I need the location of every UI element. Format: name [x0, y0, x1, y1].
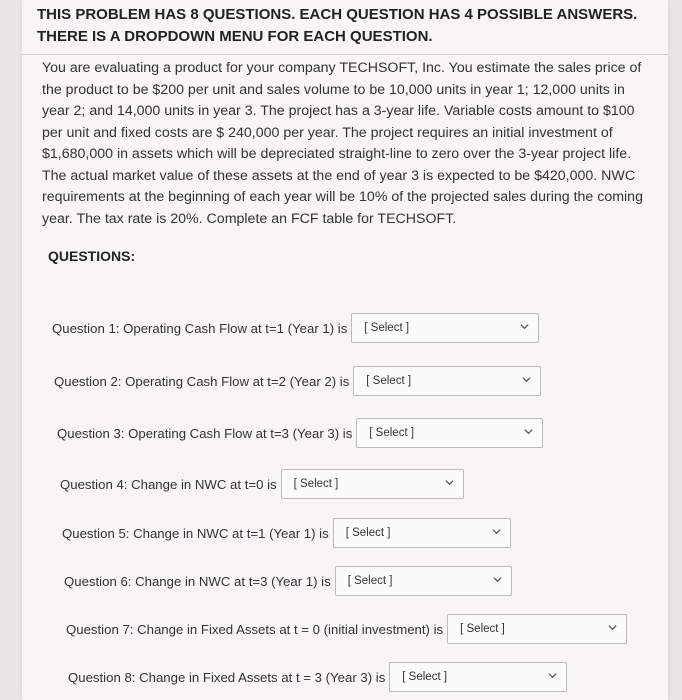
- question-1-selected: [ Select ]: [364, 322, 410, 334]
- question-3-label: Question 3: Operating Cash Flow at t=3 (Year 3) is: [57, 425, 353, 441]
- question-5-row: [62, 516, 511, 550]
- chevron-down-icon: [493, 575, 502, 584]
- chevron-down-icon: [520, 322, 529, 331]
- question-6-row: [64, 564, 512, 598]
- question-5-selected: [ Select ]: [345, 527, 391, 539]
- question-3-selected: [ Select ]: [369, 427, 415, 439]
- question-8-selected: [ Select ]: [402, 671, 448, 683]
- question-1-row: [52, 311, 539, 345]
- question-2-selected: [ Select ]: [366, 375, 412, 387]
- problem-statement: You are evaluating a product for your company TECHSOFT, Inc. You estimate the sales price of the product to be $200 per unit and sales volume to be 10,000 units in year 1; 12,000 units in year 2; and 14,000 units in year 3. The project has a 3-year life. Variable costs amount to $100 per unit and fixed costs are $ 240,000 per year. The project requires an initial investment of $1,680,000 in assets which will be depreciated straight-line to zero over the 3-year project life. The actual market value of these assets at the end of year 3 is expected to be $420,000. NWC requirements at the beginning of each year will be 10% of the projected sales during the coming year. The tax rate is 20%. Complete an FCF table for TECHSOFT.: [42, 60, 643, 227]
- questions-heading: QUESTIONS:: [48, 248, 136, 264]
- chevron-down-icon: [608, 623, 617, 632]
- question-1-dropdown[interactable]: [351, 313, 539, 343]
- question-6-dropdown[interactable]: [335, 566, 512, 596]
- question-2-row: [54, 364, 541, 398]
- question-3-row: [57, 416, 543, 450]
- chevron-down-icon: [524, 427, 533, 436]
- question-4-dropdown[interactable]: [281, 469, 464, 499]
- question-7-dropdown[interactable]: [447, 614, 627, 644]
- question-7-row: [66, 612, 627, 646]
- chevron-down-icon: [522, 375, 531, 384]
- question-4-selected: [ Select ]: [293, 478, 339, 490]
- question-3-dropdown[interactable]: [356, 418, 543, 448]
- question-2-dropdown[interactable]: [353, 366, 541, 396]
- question-6-label: Question 6: Change in NWC at t=3 (Year 1) is: [64, 573, 331, 589]
- question-5-dropdown[interactable]: [333, 518, 511, 548]
- question-7-label: Question 7: Change in Fixed Assets at t = 0 (initial investment) is: [66, 621, 444, 637]
- problem-header: THIS PROBLEM HAS 8 QUESTIONS. EACH QUESTION HAS 4 POSSIBLE ANSWERS. THERE IS A DROPDOWN MENU FOR EACH QUESTION.: [37, 6, 638, 45]
- question-4-label: Question 4: Change in NWC at t=0 is: [60, 476, 277, 492]
- header-divider: [22, 54, 668, 55]
- chevron-down-icon: [548, 671, 557, 680]
- question-8-row: [68, 660, 567, 694]
- question-1-label: Question 1: Operating Cash Flow at t=1 (Year 1) is: [52, 320, 348, 336]
- question-6-selected: [ Select ]: [347, 575, 393, 587]
- question-8-dropdown[interactable]: [389, 662, 567, 692]
- question-8-label: Question 8: Change in Fixed Assets at t = 3 (Year 3) is: [68, 669, 386, 685]
- question-2-label: Question 2: Operating Cash Flow at t=2 (Year 2) is: [54, 373, 350, 389]
- chevron-down-icon: [445, 478, 454, 487]
- question-7-selected: [ Select ]: [460, 623, 505, 635]
- question-4-row: [60, 467, 464, 501]
- question-5-label: Question 5: Change in NWC at t=1 (Year 1) is: [62, 525, 329, 541]
- chevron-down-icon: [492, 527, 501, 536]
